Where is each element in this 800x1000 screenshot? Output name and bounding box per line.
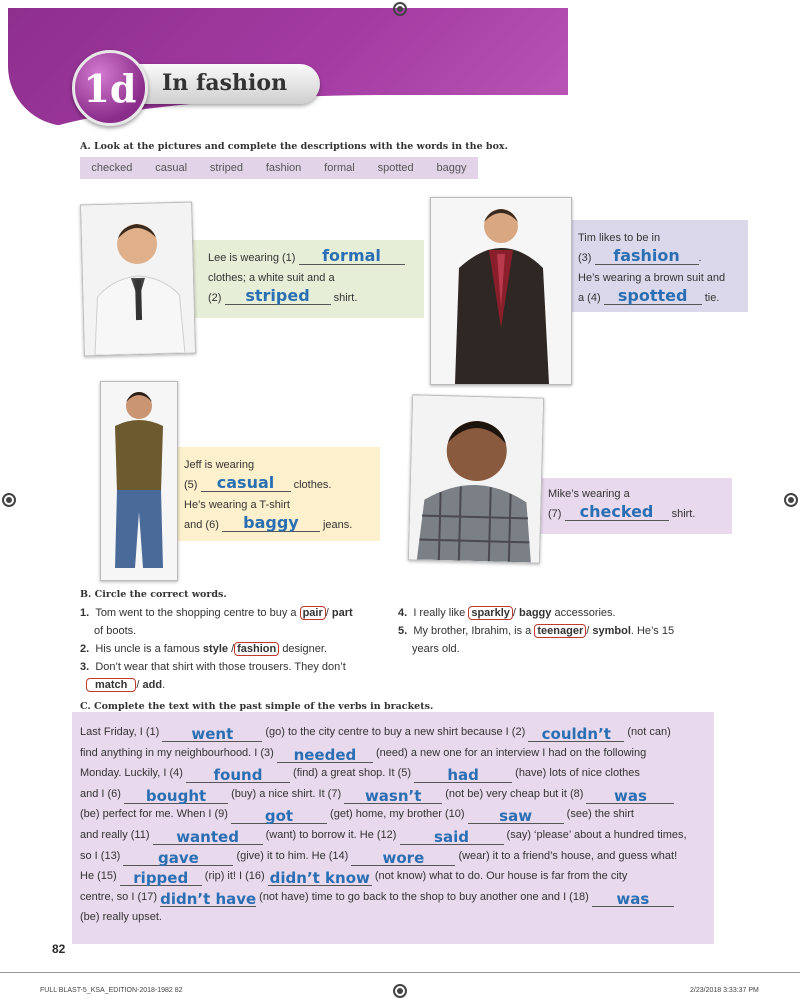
text-line: He (15) ripped (rip) it! I (16) didn’t know (not know) what to do. Our house is far from the city <box>80 869 628 888</box>
registration-mark-icon <box>784 493 798 507</box>
answer-7[interactable]: checked <box>565 504 669 521</box>
photo-mike <box>408 394 544 563</box>
lee-description: Lee is wearing (1) formal clothes; a white suit and a (2) striped shirt. <box>190 240 424 318</box>
registration-mark-icon <box>393 2 407 16</box>
exercise-b-item-1: 1. Tom went to the shopping centre to buy a pair / part of boots. <box>80 607 353 637</box>
answer-blank[interactable]: needed <box>277 748 373 763</box>
tim-illustration <box>431 198 571 384</box>
answer-4[interactable]: spotted <box>604 288 702 305</box>
answer-blank[interactable]: wanted <box>153 830 263 845</box>
answer-5[interactable]: casual <box>201 475 291 492</box>
answer-blank[interactable]: said <box>400 830 504 845</box>
exercise-b-item-2: 2. His uncle is a famous style / fashion designer. <box>80 643 327 655</box>
word: baggy <box>436 162 467 174</box>
answer-6[interactable]: baggy <box>222 515 320 532</box>
text-line: (be) really upset. <box>80 911 162 924</box>
answer-blank[interactable]: bought <box>124 789 228 804</box>
footer-left: FULL BLAST-5_KSA_EDITION-2018-1982 82 <box>40 987 183 994</box>
section-c-instruction: C. Complete the text with the past simple of the verbs in brackets. <box>80 701 434 712</box>
circled-answer[interactable]: sparkly <box>468 606 513 620</box>
section-c-text <box>72 712 714 944</box>
word: casual <box>155 162 188 174</box>
answer-blank[interactable]: had <box>414 768 512 783</box>
text-line: (be) perfect for me. When I (9) got (get) home, my brother (10) saw (see) the shirt <box>80 807 634 826</box>
answer-2[interactable]: striped <box>225 288 331 305</box>
circled-answer[interactable]: match <box>86 678 136 692</box>
text-line: so I (13) gave (give) it to him. He (14) wore (wear) it to a friend’s house, and guess what! <box>80 848 678 867</box>
tim-description: Tim likes to be in (3) fashion . He’s wearing a brown suit and a (4) spotted tie. <box>568 220 748 312</box>
answer-blank[interactable]: was <box>586 789 674 804</box>
exercise-b-item-3: 3. Don’t wear that shirt with those trousers. They don’t match / add. <box>80 661 346 691</box>
exercise-b-item-4: 4. I really like sparkly / baggy accessories. <box>398 607 616 619</box>
word: formal <box>324 162 355 174</box>
page-number: 82 <box>52 942 66 956</box>
jeff-description: Jeff is wearing (5) casual clothes. He’s wearing a T-shirt and (6) baggy jeans. <box>174 447 380 541</box>
circled-answer[interactable]: fashion <box>234 642 279 656</box>
answer-blank[interactable]: wore <box>351 851 455 866</box>
registration-mark-icon <box>2 493 16 507</box>
footer-right: 2/23/2018 3:33:37 PM <box>690 987 759 994</box>
text-line: Last Friday, I (1) went (go) to the city centre to buy a new shirt because I (2) couldn’t (not can) <box>80 725 671 743</box>
footer-rule <box>0 972 800 973</box>
answer-3[interactable]: fashion <box>595 248 699 265</box>
text-line: find anything in my neighbourhood. I (3) needed (need) a new one for an interview I had on the following <box>80 745 647 764</box>
word: striped <box>209 162 243 174</box>
answer-blank[interactable]: didn’t know <box>269 869 370 888</box>
answer-blank[interactable]: was <box>592 892 674 907</box>
answer-blank[interactable]: wasn’t <box>344 789 442 804</box>
photo-lee <box>80 202 196 357</box>
circled-answer[interactable]: teenager <box>534 624 586 638</box>
section-a-instruction: A. Look at the pictures and complete the descriptions with the words in the box. <box>80 141 508 152</box>
text-line: centre, so I (17) didn’t have (not have) time to go back to the shop to buy another one and I (18) was <box>80 887 706 908</box>
answer-blank[interactable]: saw <box>468 809 564 824</box>
answer-blank[interactable]: went <box>162 727 262 742</box>
word: checked <box>91 162 133 174</box>
text-line: Monday. Luckily, I (4) found (find) a great shop. It (5) had (have) lots of nice clothes <box>80 766 640 785</box>
answer-1[interactable]: formal <box>299 248 405 265</box>
answer-blank[interactable]: couldn’t <box>528 727 624 742</box>
text-line: and really (11) wanted (want) to borrow it. He (12) said (say) ‘please’ about a hundred times, <box>80 827 687 846</box>
photo-tim <box>430 197 572 385</box>
word-box <box>80 157 478 179</box>
answer-blank[interactable]: didn’t have <box>160 889 257 908</box>
mike-description: Mike’s wearing a (7) checked shirt. <box>538 478 732 534</box>
word: fashion <box>265 162 302 174</box>
page-title: In fashion <box>162 70 288 96</box>
lesson-badge: 1d <box>72 50 148 126</box>
registration-mark-icon <box>393 984 407 998</box>
lee-illustration <box>81 203 195 356</box>
exercise-b-item-5: 5. My brother, Ibrahim, is a teenager / symbol. He’s 15 years old. <box>398 625 675 655</box>
mike-illustration <box>409 395 543 562</box>
section-b-instruction: B. Circle the correct words. <box>80 589 227 600</box>
circled-answer[interactable]: pair <box>300 606 326 620</box>
answer-blank[interactable]: gave <box>123 851 233 866</box>
jeff-illustration <box>101 382 177 580</box>
answer-blank[interactable]: ripped <box>120 871 202 886</box>
photo-jeff <box>100 381 178 581</box>
answer-blank[interactable]: found <box>186 768 290 783</box>
word: spotted <box>377 162 414 174</box>
answer-blank[interactable]: got <box>231 809 327 824</box>
text-line: and I (6) bought (buy) a nice shirt. It (7) wasn’t (not be) very cheap but it (8) was <box>80 784 706 805</box>
